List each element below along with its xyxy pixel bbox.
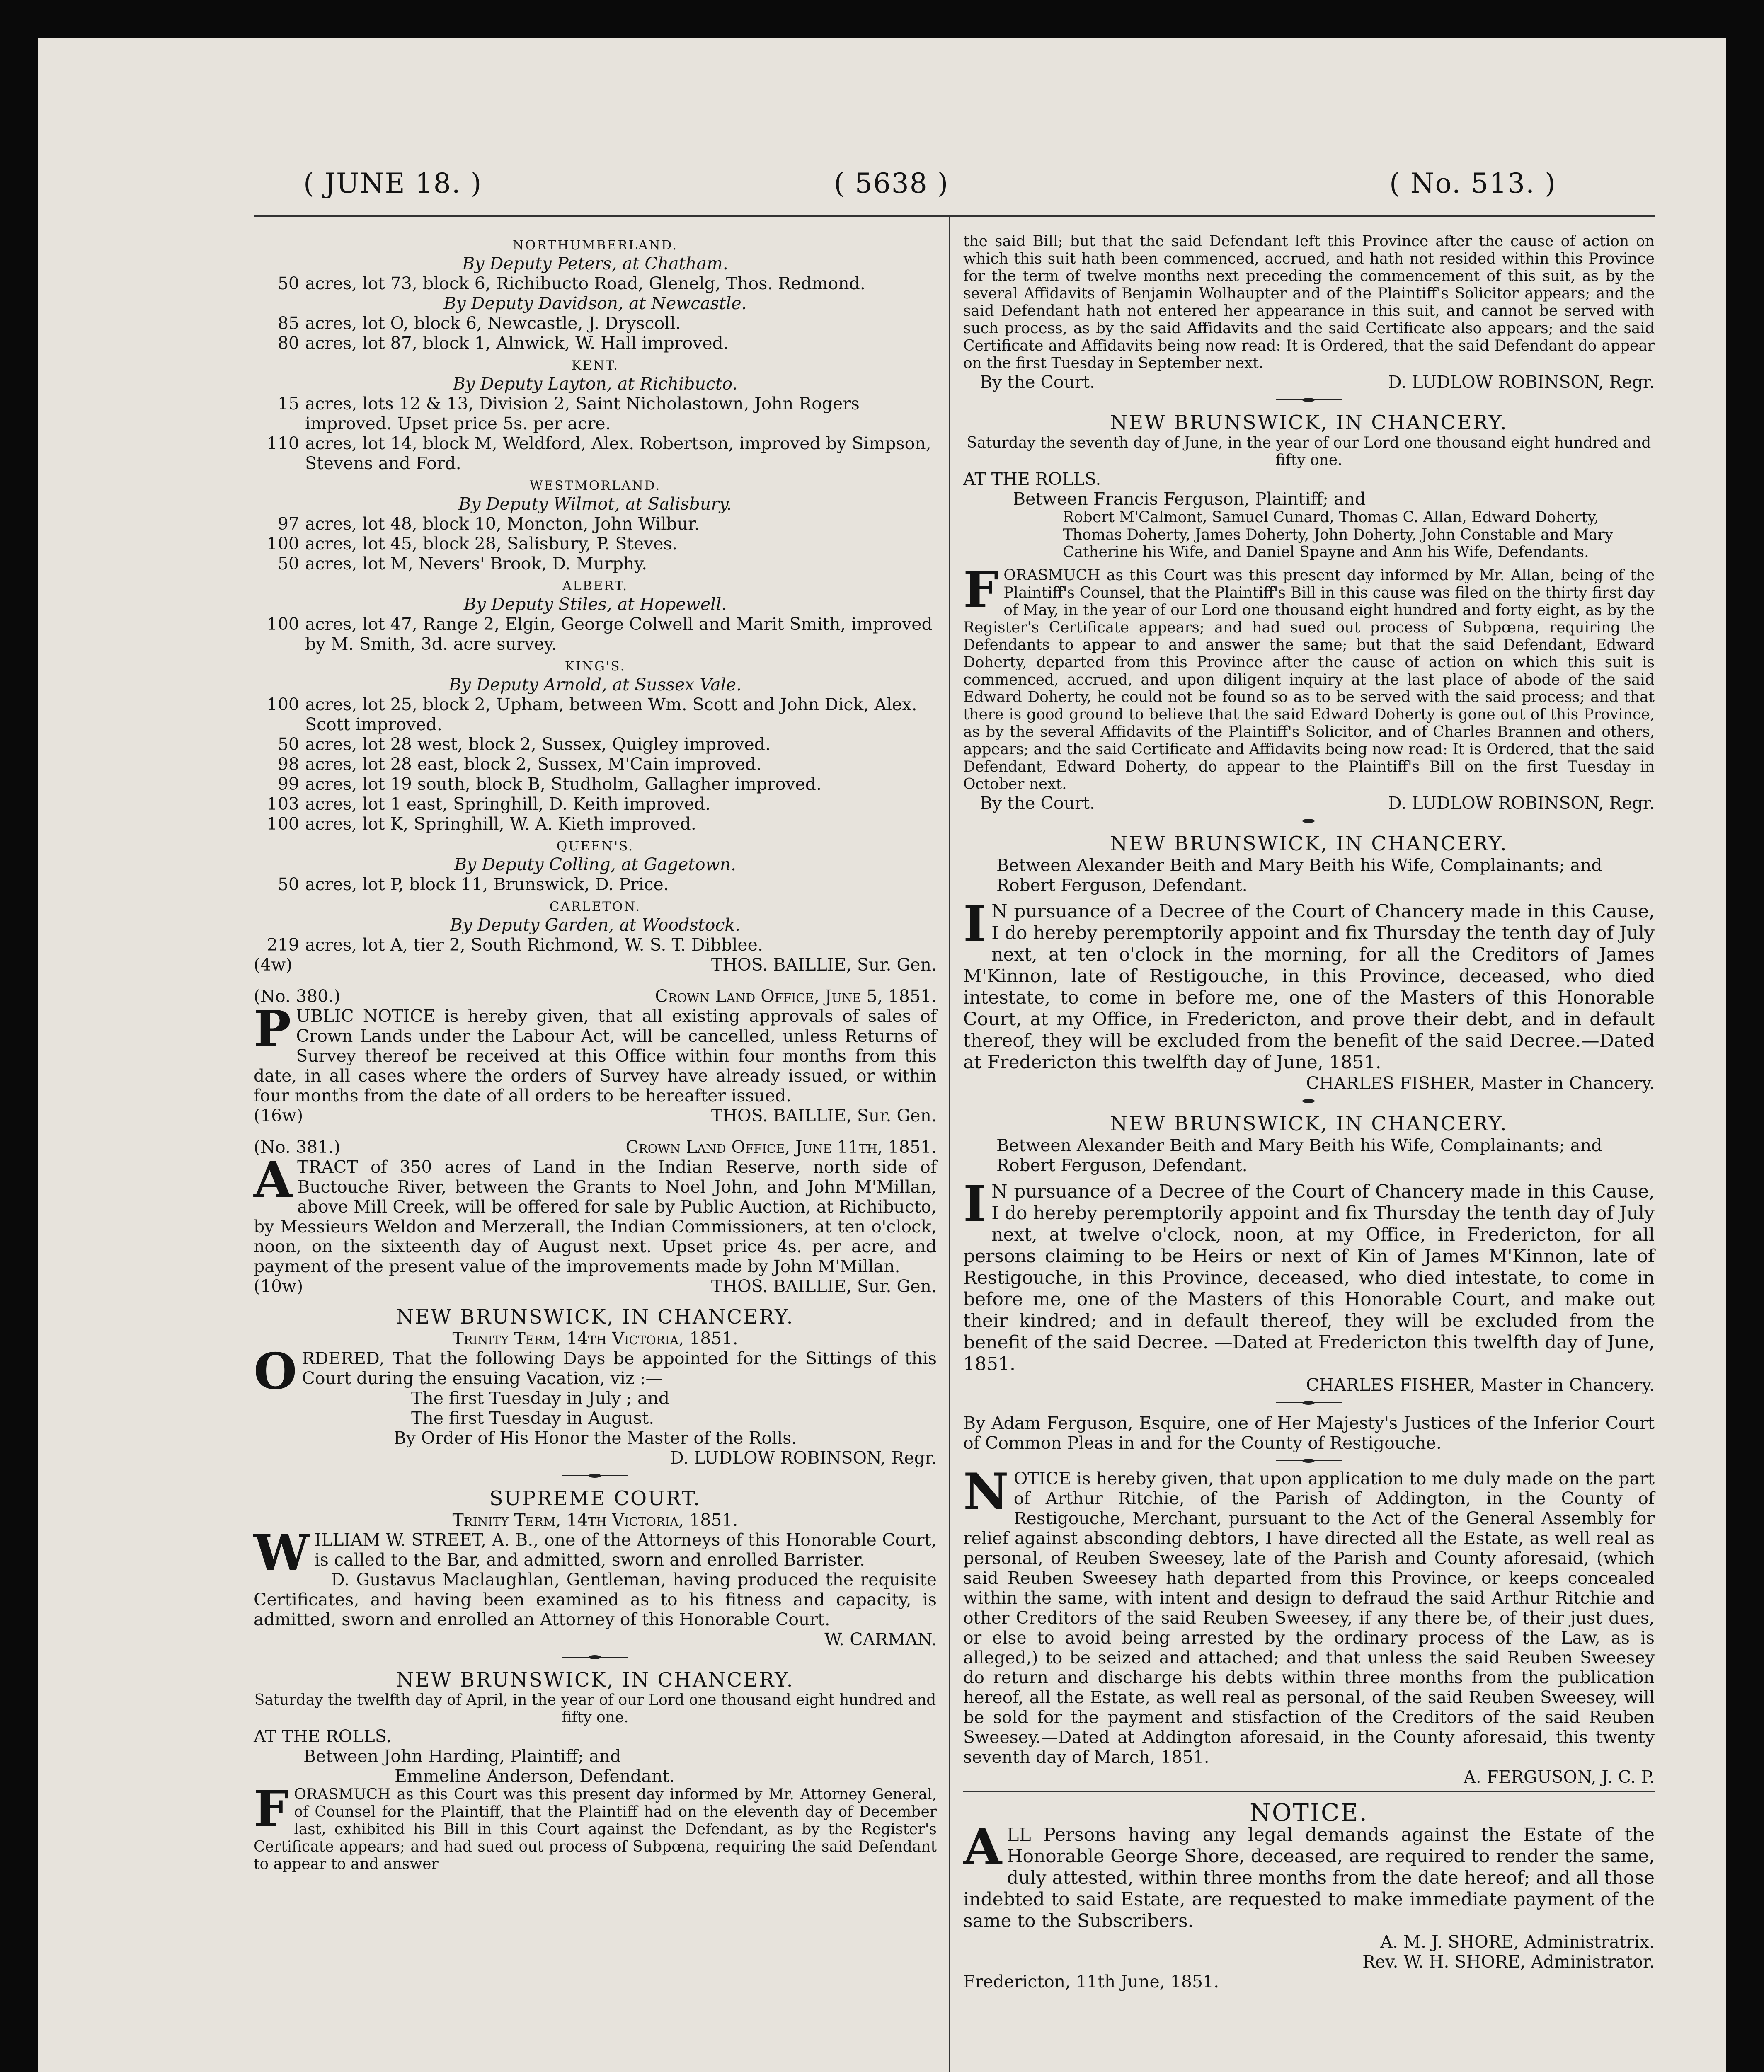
land-entry: 100 acres, lot 47, Range 2, Elgin, George Colwell and Marit Smith, improved by M. Smith, 3d. acre survey. — [267, 614, 933, 654]
signature-line: W. CARMAN. — [824, 1629, 937, 1649]
section-heading: NEW BRUNSWICK, IN CHANCERY. — [396, 1668, 794, 1692]
section-title: KENT. — [572, 358, 619, 373]
deputy-line: By Deputy Garden, at Woodstock. — [450, 915, 741, 935]
land-entry: 219 acres, lot A, tier 2, South Richmond, W. S. T. Dibblee. — [267, 935, 763, 955]
header-rule — [254, 215, 1655, 217]
section-heading: NEW BRUNSWICK, IN CHANCERY. — [1110, 832, 1508, 855]
land-entry: 100 acres, lot K, Springhill, W. A. Kieth improved. — [267, 814, 696, 834]
signature-line: A. FERGUSON, J. C. P. — [1464, 1767, 1655, 1787]
land-entry: 100 acres, lot 45, block 28, Salisbury, P. Steves. — [267, 534, 678, 554]
header-issue-number: ( No. 513. ) — [1389, 167, 1556, 199]
signature-line: (10w) THOS. BAILLIE, Sur. Gen. — [254, 1276, 937, 1296]
notice-body: PUBLIC NOTICE is hereby given, that all existing approvals of sales of Crown Lands under the Labour Act, will be cancelled, unless Returns of Survey thereof be received at this Office within four months from this date, in all cases where the orders of Survey have already issued, or within four months from the date of all orders to be hereafter issued. — [254, 1000, 937, 1106]
separator-ornament — [562, 1474, 628, 1478]
date-line: Saturday the twelfth day of April, in the year of our Lord one thousand eight hundred and fifty one. — [254, 1692, 936, 1726]
date-line: Saturday the seventh day of June, in the year of our Lord one thousand eight hundred and fifty one. — [967, 434, 1651, 469]
parties-line: Robert Ferguson, Defendant. — [996, 1155, 1248, 1175]
separator-ornament — [1276, 1099, 1342, 1103]
land-entry: 99 acres, lot 19 south, block B, Studholm, Gallagher improved. — [277, 774, 822, 794]
place-date-line: Fredericton, 11th June, 1851. — [963, 1972, 1219, 1992]
section-title: WESTMORLAND. — [529, 478, 661, 493]
parties-line: Emmeline Anderson, Defendant. — [395, 1766, 675, 1786]
signature-line: CHARLES FISHER, Master in Chancery. — [1306, 1073, 1655, 1093]
land-entry: 97 acres, lot 48, block 10, Moncton, John Wilbur. — [277, 514, 700, 534]
section-heading: NEW BRUNSWICK, IN CHANCERY. — [1110, 411, 1508, 434]
deputy-line: By Deputy Peters, at Chatham. — [462, 254, 728, 274]
parties-line: Between Alexander Beith and Mary Beith his Wife, Complainants; and — [996, 855, 1602, 875]
signature-line: Rev. W. H. SHORE, Administrator. — [1362, 1952, 1655, 1972]
rolls-line: AT THE ROLLS. — [963, 469, 1101, 489]
land-entry: 15 acres, lots 12 & 13, Division 2, Saint Nicholastown, John Rogers improved. Upset price 5s. per acre. — [277, 394, 860, 433]
section-title: ALBERT. — [562, 579, 628, 593]
land-entry: 100 acres, lot 25, block 2, Upham, between Wm. Scott and John Dick, Alex. Scott improved. — [267, 695, 917, 734]
divider — [963, 1791, 1655, 1792]
order-line: By Order of His Honor the Master of the Rolls. — [393, 1428, 797, 1448]
deputy-line: By Deputy Colling, at Gagetown. — [454, 854, 737, 874]
deputy-line: By Deputy Davidson, at Newcastle. — [443, 293, 747, 313]
notice-body: I N pursuance of a Decree of the Court of Chancery made in this Cause, I do hereby peremptorily appoint and fix Thursday the tenth day of July next, at ten o'clock in the morning, for all the Creditors of James M'Kinnon, late of Restigouche, in this Province, deceased, who died intestate, to come in before me, one of the Masters of this Honorable Court, at my Office, in Fredericton, and prove their debt, and in default thereof, they will be excluded from the benefit of the said Decree.—Dated at Fredericton this twelfth day of June, 1851. — [963, 895, 1655, 1073]
signature-line: (4w) THOS. BAILLIE, Sur. Gen. — [254, 955, 937, 975]
deputy-line: By Deputy Arnold, at Sussex Vale. — [448, 675, 742, 695]
notice-intro: By Adam Ferguson, Esquire, one of Her Majesty's Justices of the Inferior Court of Common Pleas in and for the County of Restigouche. — [963, 1413, 1655, 1453]
term-line: Trinity Term, 14th Victoria, 1851. — [452, 1510, 738, 1530]
notice-body: ATRACT of 350 acres of Land in the Indian Reserve, north side of Buctouche River, between the Grants to Noel John, and John M'Millan, above Mill Creek, will be offered for sale by Public Auction, at Richibucto, by Messieurs Weldon and Merzerall, the Indian Commissioners, at ten o'clock, noon, on the sixteenth day of August next. Upset price 4s. per acre, and payment of the present value of the improvements made by John M'Millan. — [254, 1151, 937, 1276]
deputy-line: By Deputy Stiles, at Hopewell. — [463, 594, 727, 614]
newspaper-page — [38, 38, 1726, 2072]
rolls-line: AT THE ROLLS. — [254, 1726, 392, 1746]
header-page-number: ( 5638 ) — [834, 167, 949, 199]
land-entry: 50 acres, lot 73, block 6, Richibucto Road, Glenelg, Thos. Redmond. — [277, 274, 865, 293]
separator-ornament — [562, 1655, 628, 1659]
land-entry: 50 acres, lot 28 west, block 2, Sussex, Quigley improved. — [277, 734, 771, 754]
separator-ornament — [1276, 398, 1342, 402]
notice-body: NOTICE is hereby given, that upon application to me duly made on the part of Arthur Ritchie, of the Parish of Addington, in the County of Restigouche, Merchant, pursuant to the Act of the General Assembly for relief against absconding debtors, I have directed all the Estate, as well real as personal, of Reuben Sweesey, late of the Parish and County aforesaid, (which said Reuben Sweesey hath departed from this Province, or keeps concealed within the same, with intent and design to defraud the said Arthur Ritchie and other Creditors of the said Reuben Sweesey, if any there be, of their just dues, or else to avoid being arrested by the ordinary process of the Law, as is alleged,) to be seized and attached; and that unless the said Reuben Sweesey do return and discharge his debts within three months from the publication hereof, all the Estate, as well real as personal, of the said Reuben Sweesey, will be sold for the payment and stisfaction of the Creditors of the said Reuben Sweesey.—Dated at Addington aforesaid, in the County aforesaid, this twenty seventh day of March, 1851. — [963, 1462, 1655, 1767]
land-entry: 110 acres, lot 14, block M, Weldford, Alex. Robertson, improved by Simpson, Stevens and Ford. — [267, 433, 931, 473]
notice-body: ALL Persons having any legal demands against the Estate of the Honorable George Shore, deceased, are required to render the same, duly attested, within three months from the date hereof; and all those indebted to said Estate, are requested to make immediate payment of the same to the Subscribers. — [963, 1818, 1655, 1932]
section-title: CARLETON. — [549, 899, 641, 914]
notice-body: I N pursuance of a Decree of the Court of Chancery made in this Cause, I do hereby peremptorily appoint and fix Thursday the tenth day of July next, at twelve o'clock, noon, at my Office, in Fredericton, for all persons claiming to be Heirs or next of Kin of James M'Kinnon, late of Restigouche, in this Province, deceased, who died intestate, to come in before me, one of the Masters of this Honorable Court, and make out their kindred; and in default thereof, they will be excluded from the benefit of the said Decree. —Dated at Fredericton this twelfth day of June, 1851. — [963, 1175, 1655, 1375]
notice-body: FORASMUCH as this Court was this present day informed by Mr. Attorney General, of Counsel for the Plaintiff, that the Plaintiff had on the eleventh day of December last, exhibited his Bill in this Court against the Defendant, as by the Register's Certificate appears; and had sued out process of Subpœna, requiring the said Defendant to appear to and answer — [254, 1780, 937, 1873]
parties-line: Between Alexander Beith and Mary Beith his Wife, Complainants; and — [996, 1135, 1602, 1155]
separator-ornament — [1276, 1459, 1342, 1463]
section-title: NORTHUMBERLAND. — [512, 238, 678, 253]
deputy-line: By Deputy Wilmot, at Salisbury. — [458, 494, 732, 514]
parties-line: Robert Ferguson, Defendant. — [996, 875, 1248, 895]
separator-ornament — [1276, 819, 1342, 823]
notice-header: (No. 381.) Crown Land Office, June 11th, 1851. — [254, 1137, 937, 1157]
parties-line: Robert M'Calmont, Samuel Cunard, Thomas C. Allan, Edward Doherty, Thomas Doherty, James Doherty, John Doherty, John Constable and Mary Catherine his Wife, and Daniel Spayne and Ann his Wife, Defendants. — [1063, 509, 1614, 561]
land-entry: 85 acres, lot O, block 6, Newcastle, J. Dryscoll. — [277, 313, 681, 333]
separator-ornament — [1276, 1401, 1342, 1405]
header-date: ( JUNE 18. ) — [303, 167, 482, 199]
notice-body: FORASMUCH as this Court was this present day informed by Mr. Allan, being of the Plaintiff's Counsel, that the Plaintiff's Bill in this cause was filed on the thirty first day of May, in the year of our Lord one thousand eight hundred and forty eight, as by the Register's Certificate appears; and had sued out process of Subpœna, requiring the Defendants to appear to and answer the same; but that the said Defendant, Edward Doherty, departed from this Province after the cause of action on which this suit is commenced, accrued, and upon diligent inquiry at the last place of abode of the said Edward Doherty, he could not be found so as to be served with the said process; and that there is good ground to believe that the said Edward Doherty is gone out of this Province, as by the several Affidavits of the Plaintiff's Solicitor, and of Charles Brannen and others, appears; and the said Certificate and Affidavits being now read: It is Ordered, that the said Defendant, Edward Doherty, do appear to the Plaintiff's Bill on the first Tuesday in October next. — [963, 561, 1655, 793]
signature-line: D. LUDLOW ROBINSON, Regr. — [670, 1448, 937, 1468]
section-heading: NEW BRUNSWICK, IN CHANCERY. — [396, 1305, 794, 1329]
section-heading: NOTICE. — [1249, 1798, 1369, 1827]
signature-line: CHARLES FISHER, Master in Chancery. — [1306, 1375, 1655, 1395]
signature-line: By the Court. D. LUDLOW ROBINSON, Regr. — [980, 372, 1655, 392]
notice-body: the said Bill; but that the said Defendant left this Province after the cause of action on which this suit hath been commenced, accrued, and hath not resided within this Province for the term of twelve months next preceding the commencement of this suit, as by the several Affidavits of Benjamin Wolhaupter and of the Plaintiff's Solicitor appears; and the said Defendant hath not entered her appearance in this suit, and cannot be served with such process, as by the said Affidavits and the said Certificate also appears; and the said Certificate and Affidavits being now read: It is Ordered, that the said Defendant do appear on the first Tuesday in September next. — [963, 233, 1655, 372]
notice-body: D. Gustavus Maclaughlan, Gentleman, having produced the requisite Certificates, and having been examined as to his fitness and capacity, is admitted, sworn and enrolled an Attorney of this Honorable Court. — [254, 1570, 937, 1629]
column-divider — [949, 217, 950, 2072]
deputy-line: By Deputy Layton, at Richibucto. — [453, 374, 738, 394]
signature-line: (16w) THOS. BAILLIE, Sur. Gen. — [254, 1106, 937, 1126]
sitting-day: The first Tuesday in August. — [411, 1408, 654, 1428]
land-entry: 98 acres, lot 28 east, block 2, Sussex, M'Cain improved. — [277, 754, 762, 774]
signature-line: A. M. J. SHORE, Administratrix. — [1380, 1932, 1655, 1952]
signature-line: By the Court. D. LUDLOW ROBINSON, Regr. — [980, 793, 1655, 813]
notice-header: (No. 380.) Crown Land Office, June 5, 1851. — [254, 986, 937, 1006]
land-entry: 50 acres, lot P, block 11, Brunswick, D. Price. — [277, 874, 669, 894]
land-entry: 80 acres, lot 87, block 1, Alnwick, W. Hall improved. — [277, 333, 729, 353]
term-line: Trinity Term, 14th Victoria, 1851. — [452, 1329, 738, 1348]
notice-body: WILLIAM W. STREET, A. B., one of the Attorneys of this Honorable Court, is called to the Bar, and admitted, sworn and enrolled Barrister. — [254, 1524, 937, 1582]
parties-line: Between John Harding, Plaintiff; and — [303, 1746, 621, 1766]
section-heading: SUPREME COURT. — [489, 1487, 701, 1510]
right-column — [963, 233, 1655, 1992]
parties-line: Between Francis Ferguson, Plaintiff; and — [1013, 489, 1366, 509]
section-heading: NEW BRUNSWICK, IN CHANCERY. — [1110, 1112, 1508, 1135]
left-column — [254, 233, 937, 1873]
land-entry: 103 acres, lot 1 east, Springhill, D. Keith improved. — [267, 794, 711, 814]
land-entry: 50 acres, lot M, Nevers' Brook, D. Murphy. — [277, 554, 647, 574]
notice-body: ORDERED, That the following Days be appointed for the Sittings of this Court during the ensuing Vacation, viz :— — [254, 1342, 937, 1401]
section-title: QUEEN'S. — [556, 839, 634, 854]
sitting-day: The first Tuesday in July ; and — [411, 1388, 670, 1408]
section-title: KING'S. — [565, 659, 626, 674]
